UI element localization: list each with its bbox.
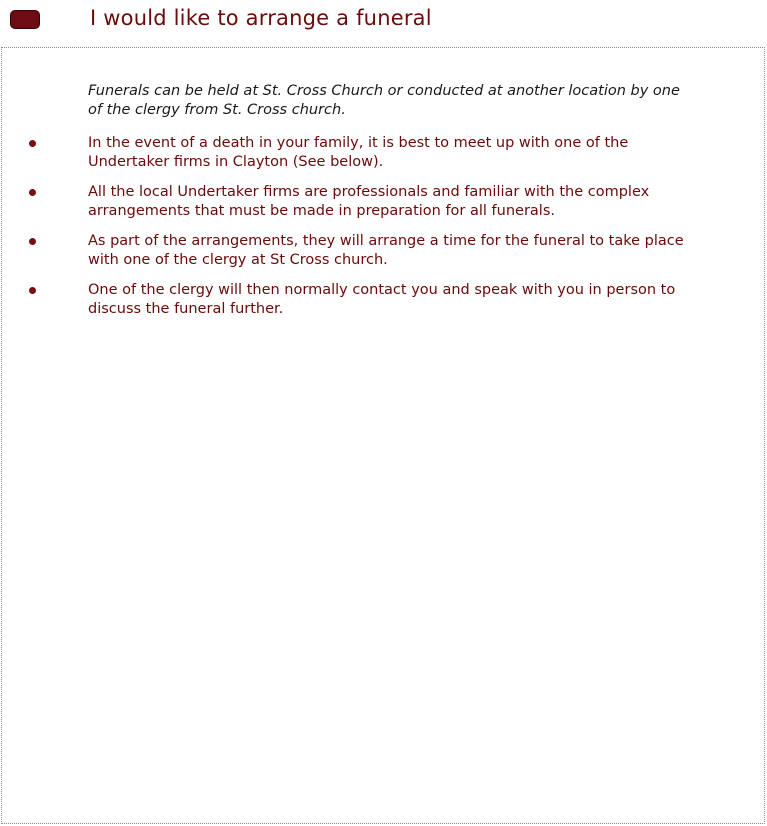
header-badge-icon [10,10,40,29]
bullet-icon [29,238,36,245]
bullet-icon [29,287,36,294]
page-header [0,0,767,46]
info-list [2,134,762,330]
intro-text: Funerals can be held at St. Cross Church or conducted at another location by one of the clergy from St. Cross church. [88,83,680,118]
list-item [2,281,700,319]
list-item [2,134,700,172]
content-panel [1,47,765,824]
page-title: I would like to arrange a funeral [90,6,432,30]
list-item-text: One of the clergy will then normally contact you and speak with you in person to discuss the funeral further. [88,282,676,317]
list-item-text: All the local Undertaker firms are professionals and familiar with the complex arrangements that must be made in preparation for all funerals. [88,184,650,219]
list-item [2,232,700,270]
list-item [2,183,700,221]
list-item-text: In the event of a death in your family, it is best to meet up with one of the Undertaker firms in Clayton (See below). [88,135,629,170]
list-item-text: As part of the arrangements, they will arrange a time for the funeral to take place with one of the clergy at St Cross church. [88,233,684,268]
bullet-icon [29,140,36,147]
bullet-icon [29,189,36,196]
